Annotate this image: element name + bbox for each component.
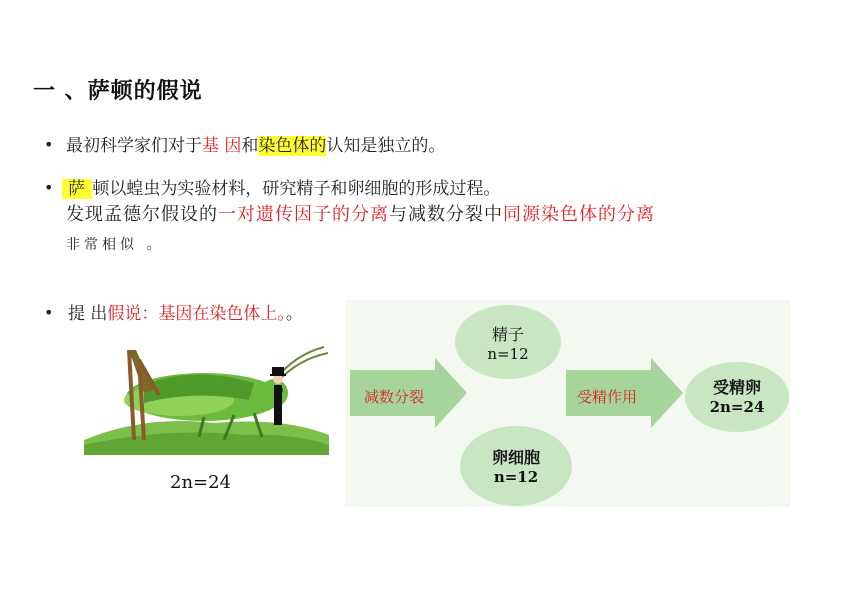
- hypothesis-text: 假说：基因在染色体上。: [107, 304, 286, 324]
- homologous-term: 同源染色体的分离: [503, 204, 655, 225]
- gene-term: 基 因: [202, 136, 242, 156]
- egg-count: n=12: [493, 468, 539, 486]
- text-span: 和: [241, 136, 259, 156]
- bullet-dot-3: •: [44, 303, 54, 322]
- sperm-count: n=12: [487, 345, 529, 363]
- sperm-label: 精子: [491, 325, 524, 344]
- section-heading: 一 、萨顿的假说: [33, 79, 203, 104]
- sutton-name: 萨: [62, 179, 92, 199]
- zygote-node: [685, 362, 789, 432]
- bullet-2-line-3: 非常相似 。: [66, 237, 165, 253]
- fertilization-label: 受精作用: [577, 388, 638, 406]
- grasshopper-illustration: [84, 345, 329, 455]
- zygote-count: 2n=24: [709, 398, 765, 416]
- text-span: 发现孟德尔假设的: [66, 204, 218, 225]
- text-span: 最初科学家们对于: [66, 136, 202, 156]
- meiosis-label: 减数分裂: [364, 388, 425, 406]
- text-span: 认知是独立的。: [326, 136, 446, 156]
- sperm-node: [455, 305, 561, 379]
- grasshopper-icon: [84, 345, 329, 455]
- bullet-dot-2: •: [44, 178, 54, 197]
- chromosome-count-caption: 2n=24: [170, 472, 232, 493]
- egg-node: [460, 426, 572, 506]
- bullet-1-text: [66, 131, 445, 156]
- mendel-factor-term: 一对遗传因子的分离: [218, 204, 389, 225]
- text-span: 顿以蝗虫为实验材料，研究精子和卵细胞的形成过程。: [92, 179, 501, 199]
- zygote-label: 受精卵: [712, 378, 761, 397]
- egg-label: 卵细胞: [491, 448, 540, 467]
- text-span: 。: [285, 304, 303, 324]
- text-span: 提 出: [68, 304, 108, 324]
- bullet-2-line-2: [66, 200, 655, 226]
- text-span: 与减数分裂中: [389, 204, 503, 225]
- bullet-dot-1: •: [44, 135, 54, 154]
- chromosome-term: 染色体的: [258, 136, 327, 156]
- bullet-2-line-1: [62, 174, 500, 199]
- bullet-3-text: [68, 299, 303, 324]
